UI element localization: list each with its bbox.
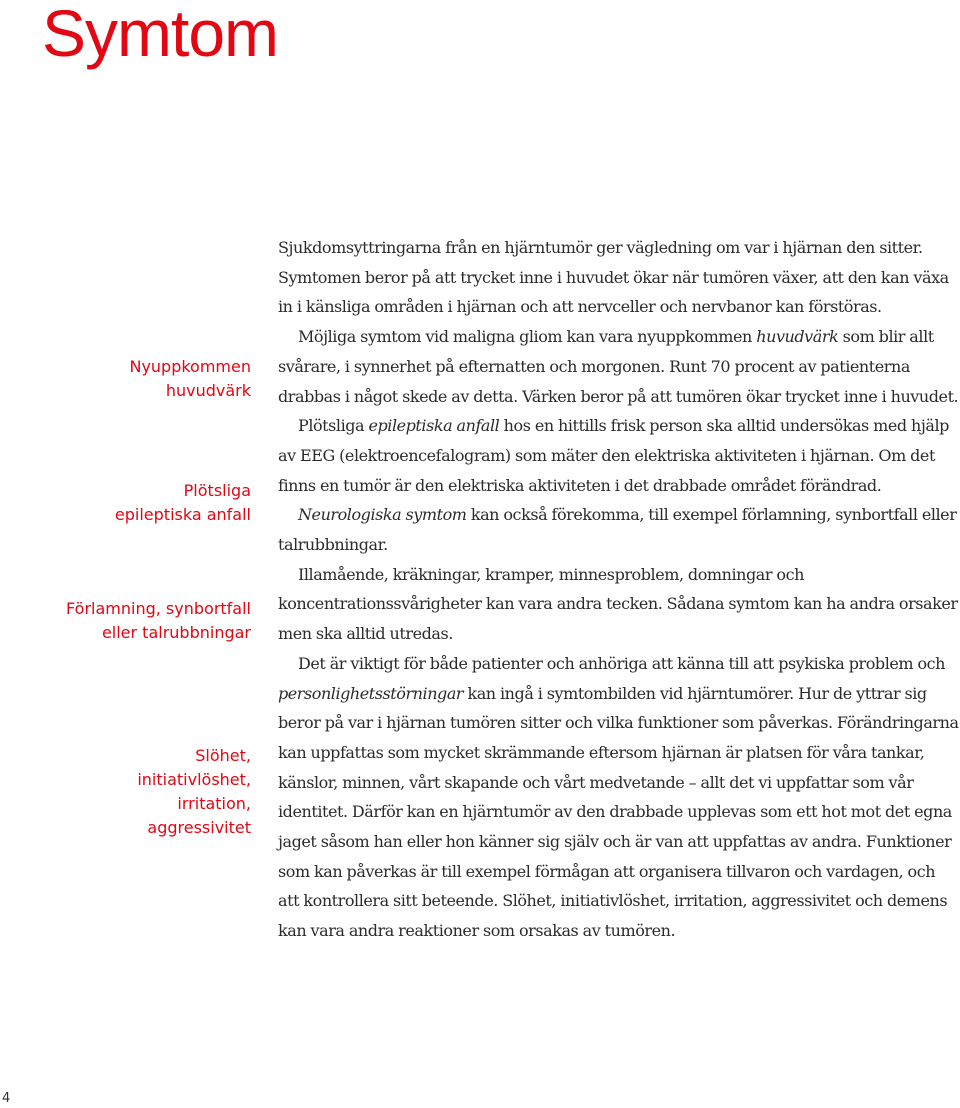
page-title: Symtom — [42, 0, 279, 70]
sidebar-note-line: Förlamning, synbortfall — [66, 599, 251, 618]
emphasis-term: epileptiska anfall — [368, 416, 500, 436]
sidebar-note-line: huvudvärk — [165, 381, 251, 400]
page-number: 4 — [2, 1091, 11, 1106]
paragraph-neurological — [278, 500, 960, 559]
text-run: som blir allt svårare, i synnerhet på efternatten och morgonen. Runt 70 procent av patienterna drabbas i något skede av detta. Värken beror på att tumören ökar trycket inne i huvudet. — [278, 327, 959, 406]
text-run: kan ingå i symtombilden vid hjärntumörer. Hur de yttrar sig beror på var i hjärnan tumören sitter och vilka funktioner som påverkas. Förändringarna kan uppfattas som mycket skrämmande eftersom hjärnan är platsen för våra tankar, känslor, minnen, vårt skapande och vårt medvetande – allt det vi uppfattar som vår identitet. Därför kan en hjärntumör av den drabbade upplevas som ett hot mot det egna jaget såsom han eller hon känner sig själv och är van att uppfattas av andra. Funktioner som kan påverkas är till exempel förmågan att organisera tillvaron och vardagen, och att kontrollera sitt beteende. Slöhet, initiativlöshet, irritation, aggressivitet och demens kan vara andra reaktioner som orsakas av tumören. — [278, 683, 959, 941]
sidebar-note-line: Plötsliga — [183, 481, 251, 500]
sidebar-note-line: eller talrubbningar — [101, 623, 251, 642]
sidebar-note-line: initiativlöshet, — [137, 770, 251, 789]
sidebar-note-headache — [60, 355, 251, 403]
sidebar-note-line: aggressivitet — [147, 818, 251, 837]
text-run: Plötsliga — [298, 416, 369, 436]
sidebar-note-line: Slöhet, — [195, 746, 251, 765]
body-text — [278, 233, 960, 946]
sidebar-note-neurological — [60, 597, 251, 645]
text-run: hos en hittills frisk person ska alltid undersökas med hjälp av EEG (elektroencefalogram) som mäter den elektriska aktiviteten i hjärnan. Om det finns en tumör är den elektriska aktiviteten i det drabbade området förändrad. — [278, 416, 949, 495]
text-run: kan också förekomma, till exempel förlamning, synbortfall eller talrubbningar. — [278, 505, 957, 555]
paragraph-epilepsy — [278, 411, 960, 500]
paragraph-personality — [278, 649, 960, 946]
sidebar-note-personality — [60, 744, 251, 840]
paragraph-other-signs: Illamående, kräkningar, kramper, minnesproblem, domningar och koncentrationssvårigheter kan vara andra tecken. Sådana symtom kan ha andra orsaker men ska alltid utredas. — [278, 564, 958, 644]
text-run: Möjliga symtom vid maligna gliom kan vara nyuppkommen — [298, 327, 757, 347]
sidebar-note-line: irritation, — [177, 794, 251, 813]
paragraph-headache — [278, 322, 960, 411]
emphasis-term: huvudvärk — [756, 327, 839, 347]
sidebar-note-line: epileptiska anfall — [114, 505, 251, 524]
text-run: Det är viktigt för både patienter och anhöriga att känna till att psykiska problem och — [298, 653, 945, 673]
emphasis-term: personlighetsstörningar — [278, 683, 464, 703]
emphasis-term: Neurologiska symtom — [298, 505, 467, 525]
paragraph-intro: Sjukdomsyttringarna från en hjärntumör ger vägledning om var i hjärnan den sitter. Symtomen beror på att trycket inne i huvudet ökar när tumören växer, att den kan växa in i känsliga områden i hjärnan och att nervceller och nervbanor kan förstöras. — [278, 238, 949, 317]
sidebar-note-line: Nyuppkommen — [129, 357, 251, 376]
sidebar-note-epilepsy — [60, 479, 251, 527]
